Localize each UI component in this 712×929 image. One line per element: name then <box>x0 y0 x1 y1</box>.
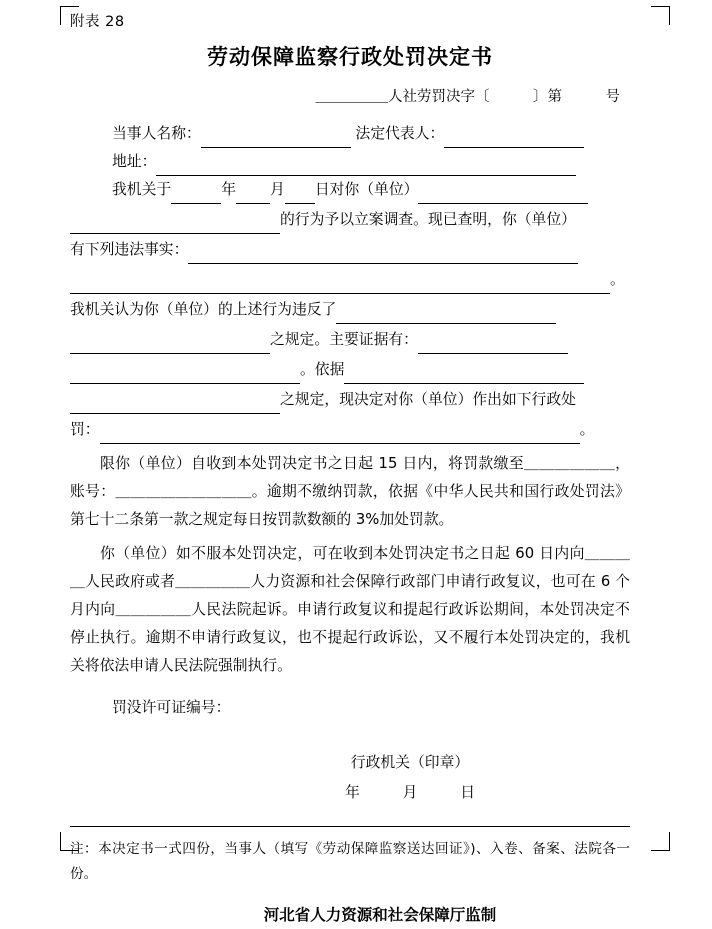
crop-mark-top-right <box>651 6 670 25</box>
month-input[interactable] <box>236 184 270 204</box>
evidence-input-1[interactable] <box>418 334 568 354</box>
signature-date: 年 月 日 <box>345 784 489 801</box>
address-label: 地址： <box>112 153 157 170</box>
doc-number-mid-blank <box>490 89 534 105</box>
investigate-text: 的行为予以立案调查。现已查明，你（单位） <box>280 211 576 228</box>
penalty-license-row <box>70 694 630 722</box>
appeal-text-3: 人力资源和社会保障行政部门申请行政复议，也可在 6 个月内向 <box>70 573 630 618</box>
evidence-row <box>70 356 630 384</box>
day-label: 日对你（单位） <box>314 181 419 198</box>
violation-input-1[interactable] <box>336 304 556 324</box>
penalty-period: 。 <box>579 421 595 438</box>
evidence-input-2[interactable] <box>70 364 300 384</box>
document-body <box>70 120 630 929</box>
payment-text-1: 限你（单位）自收到本处罚决定书之日起 15 日内，将罚款缴至 <box>100 455 525 472</box>
year-label: 年 <box>221 181 237 198</box>
penalty-row <box>70 416 630 444</box>
address-input[interactable] <box>156 156 576 176</box>
document-number-line <box>70 85 630 106</box>
crop-mark-bottom-right <box>651 832 670 851</box>
appeal-text-1: 你（单位）如不服本处罚决定，可在收到本处罚决定书之日起 60 日内向 <box>100 545 585 562</box>
our-agency-label: 我机关于 <box>112 181 172 198</box>
case-open-row <box>70 176 630 204</box>
footer-divider <box>70 826 630 827</box>
appeal-text-4: 人民法院起诉。申请行政复议和提起行政诉讼期间，本处罚决定不停止执行。逾期不申请行政复议，也不提起行政诉讼，又不履行本处罚决定的，我机关将依法申请人民法院强制执行。 <box>70 601 630 674</box>
doc-number-text2: 〕第 <box>533 89 562 105</box>
doc-number-prefix-blank: ＿＿＿＿＿ <box>315 89 388 105</box>
decision-row <box>70 386 630 414</box>
payment-paragraph <box>70 450 630 534</box>
party-name-input[interactable] <box>201 128 351 148</box>
appeal-text-2: 人民政府或者 <box>85 573 176 590</box>
facts-period: 。 <box>610 271 625 288</box>
year-input[interactable] <box>171 184 221 204</box>
case-open-row-2 <box>70 206 630 234</box>
basis-input-2[interactable] <box>70 394 280 414</box>
penalty-license-label: 罚没许可证编号： <box>112 699 231 716</box>
payment-bank-blank[interactable]: ＿＿＿＿＿＿ <box>524 455 616 472</box>
facts-input-2[interactable] <box>70 274 610 294</box>
doc-number-text1: 人社劳罚决字〔 <box>388 89 490 105</box>
attachment-label: 附表 28 <box>70 14 125 30</box>
signature-block <box>70 748 630 808</box>
document-content <box>70 10 630 929</box>
appeal-paragraph <box>70 540 630 680</box>
basis-input-1[interactable] <box>344 364 584 384</box>
violation-input-2[interactable] <box>70 334 270 354</box>
month-label: 月 <box>270 181 285 198</box>
address-row <box>70 148 630 176</box>
page-title: 劳动保障监察行政处罚决定书 <box>207 45 493 69</box>
payment-account-blank[interactable]: ＿＿＿＿＿＿＿＿＿ <box>115 483 252 500</box>
party-name-label: 当事人名称： <box>112 125 201 142</box>
violation-row <box>70 296 630 324</box>
basis-text: 。依据 <box>300 361 345 378</box>
penalty-input[interactable] <box>100 424 580 444</box>
legal-rep-label: 法定代表人： <box>355 125 445 142</box>
legal-rep-input[interactable] <box>444 128 584 148</box>
doc-number-text3: 号 <box>605 89 620 105</box>
provision-text: 之规定。主要证据有： <box>270 331 418 348</box>
facts-row-2 <box>70 266 630 294</box>
signature-agency: 行政机关（印章） <box>350 754 470 771</box>
facts-label: 有下列违法事实： <box>70 241 189 258</box>
conduct-input-2[interactable] <box>70 214 280 234</box>
appeal-court-blank[interactable]: ＿＿＿＿＿ <box>115 601 192 618</box>
issuing-authority: 河北省人力资源和社会保障厅监制 <box>263 906 497 924</box>
day-input[interactable] <box>285 184 315 204</box>
appeal-gov-blank[interactable]: ＿＿＿＿ <box>70 545 630 590</box>
appeal-dept-blank[interactable]: ＿＿＿＿＿ <box>175 573 251 590</box>
violation-row-2 <box>70 326 630 354</box>
payment-text-2: ，账号： <box>70 455 630 500</box>
penalty-label: 罚： <box>70 421 100 438</box>
footer-note: 注：本决定书一式四份，当事人（填写《劳动保障监察送达回证》)、入卷、备案、法院各一份。 <box>70 841 630 882</box>
facts-row <box>70 236 630 264</box>
violation-label: 我机关认为你（单位）的上述行为违反了 <box>70 301 337 318</box>
payment-text-3: 。逾期不缴纳罚款，依据《中华人民共和国行政处罚法》第七十二条第一款之规定每日按罚款数额的 3%加处罚款。 <box>70 483 630 528</box>
decision-text: 之规定，现决定对你（单位）作出如下行政处 <box>280 391 576 408</box>
facts-input-1[interactable] <box>188 244 578 264</box>
party-name-row <box>70 120 630 148</box>
conduct-input-1[interactable] <box>418 184 588 204</box>
doc-number-end-blank <box>562 89 606 105</box>
